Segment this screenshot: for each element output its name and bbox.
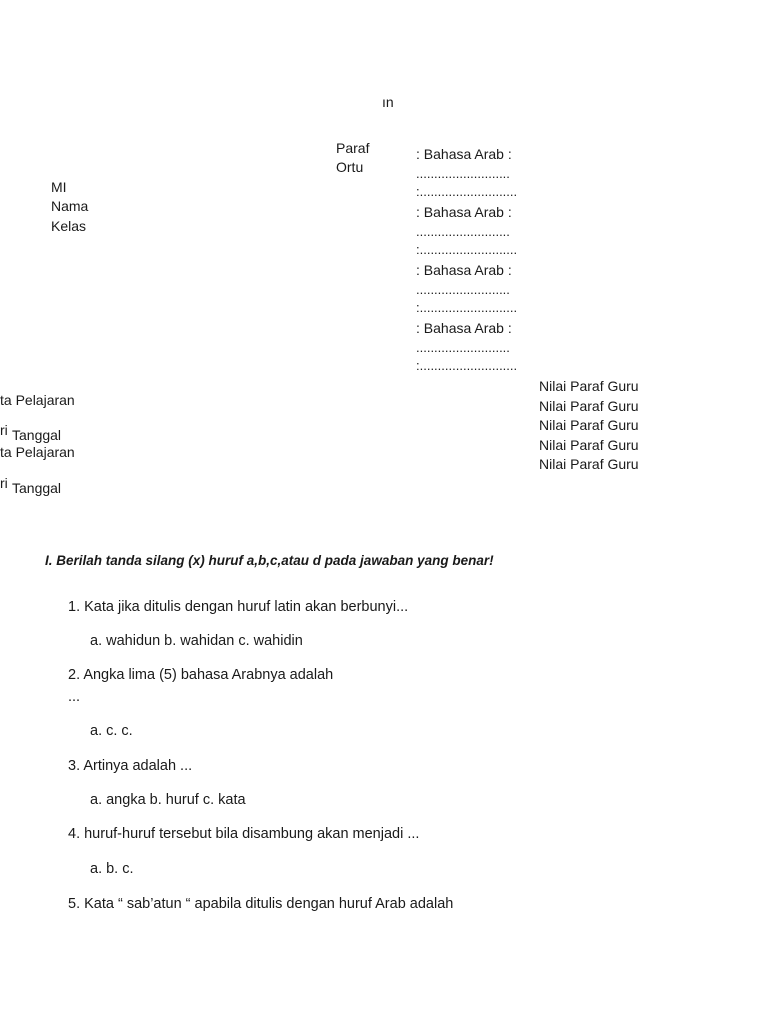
arab-field-label: : Bahasa Arab : bbox=[416, 320, 512, 336]
header-fragment: ın bbox=[382, 94, 394, 110]
subject-fragment: ta Pelajaran bbox=[0, 444, 75, 460]
school-label: MI bbox=[51, 179, 67, 195]
class-label: Kelas bbox=[51, 218, 87, 234]
arab-field-dots: :........................... bbox=[416, 242, 518, 257]
arab-field-label: : Bahasa Arab : bbox=[416, 262, 512, 278]
nilai-paraf-guru: Nilai Paraf Guru bbox=[539, 437, 639, 453]
nilai-paraf-guru: Nilai Paraf Guru bbox=[539, 417, 639, 433]
arab-field-dots: .......................... bbox=[416, 224, 510, 239]
tanggal-label: Tanggal bbox=[12, 427, 62, 443]
question-5: 5. Kata “ sab’atun “ apabila ditulis dengan huruf Arab adalah bbox=[68, 896, 454, 912]
question-1-options: a. wahidun b. wahidan c. wahidin bbox=[90, 633, 303, 649]
hari-fragment: ri bbox=[0, 475, 8, 491]
question-2-options: a. c. c. bbox=[90, 723, 133, 739]
nilai-paraf-guru: Nilai Paraf Guru bbox=[539, 456, 639, 472]
question-4-options: a. b. c. bbox=[90, 861, 134, 877]
arab-field-dots: :........................... bbox=[416, 300, 518, 315]
arab-field-label: : Bahasa Arab : bbox=[416, 146, 512, 162]
tanggal-label: Tanggal bbox=[12, 480, 62, 496]
nilai-paraf-guru: Nilai Paraf Guru bbox=[539, 378, 639, 394]
arab-field-dots: :........................... bbox=[416, 358, 518, 373]
arab-field-dots: :........................... bbox=[416, 184, 518, 199]
question-3: 3. Artinya adalah ... bbox=[68, 758, 193, 774]
arab-field-dots: .......................... bbox=[416, 166, 510, 181]
instruction-heading: I. Berilah tanda silang (x) huruf a,b,c,atau d pada jawaban yang benar! bbox=[45, 553, 494, 568]
arab-field-dots: .......................... bbox=[416, 340, 510, 355]
arab-field-label: : Bahasa Arab : bbox=[416, 204, 512, 220]
paraf-ortu-label-2: Ortu bbox=[336, 159, 364, 175]
question-3-options: a. angka b. huruf c. kata bbox=[90, 792, 246, 808]
subject-fragment: ta Pelajaran bbox=[0, 392, 75, 408]
paraf-ortu-label-1: Paraf bbox=[336, 140, 370, 156]
arab-field-dots: .......................... bbox=[416, 282, 510, 297]
question-2-continuation: ... bbox=[68, 689, 81, 705]
question-1: 1. Kata jika ditulis dengan huruf latin akan berbunyi... bbox=[68, 599, 409, 615]
question-4: 4. huruf-huruf tersebut bila disambung akan menjadi ... bbox=[68, 826, 420, 842]
nilai-paraf-guru: Nilai Paraf Guru bbox=[539, 398, 639, 414]
hari-fragment: ri bbox=[0, 422, 8, 438]
name-label: Nama bbox=[51, 198, 89, 214]
question-2: 2. Angka lima (5) bahasa Arabnya adalah bbox=[68, 667, 334, 683]
